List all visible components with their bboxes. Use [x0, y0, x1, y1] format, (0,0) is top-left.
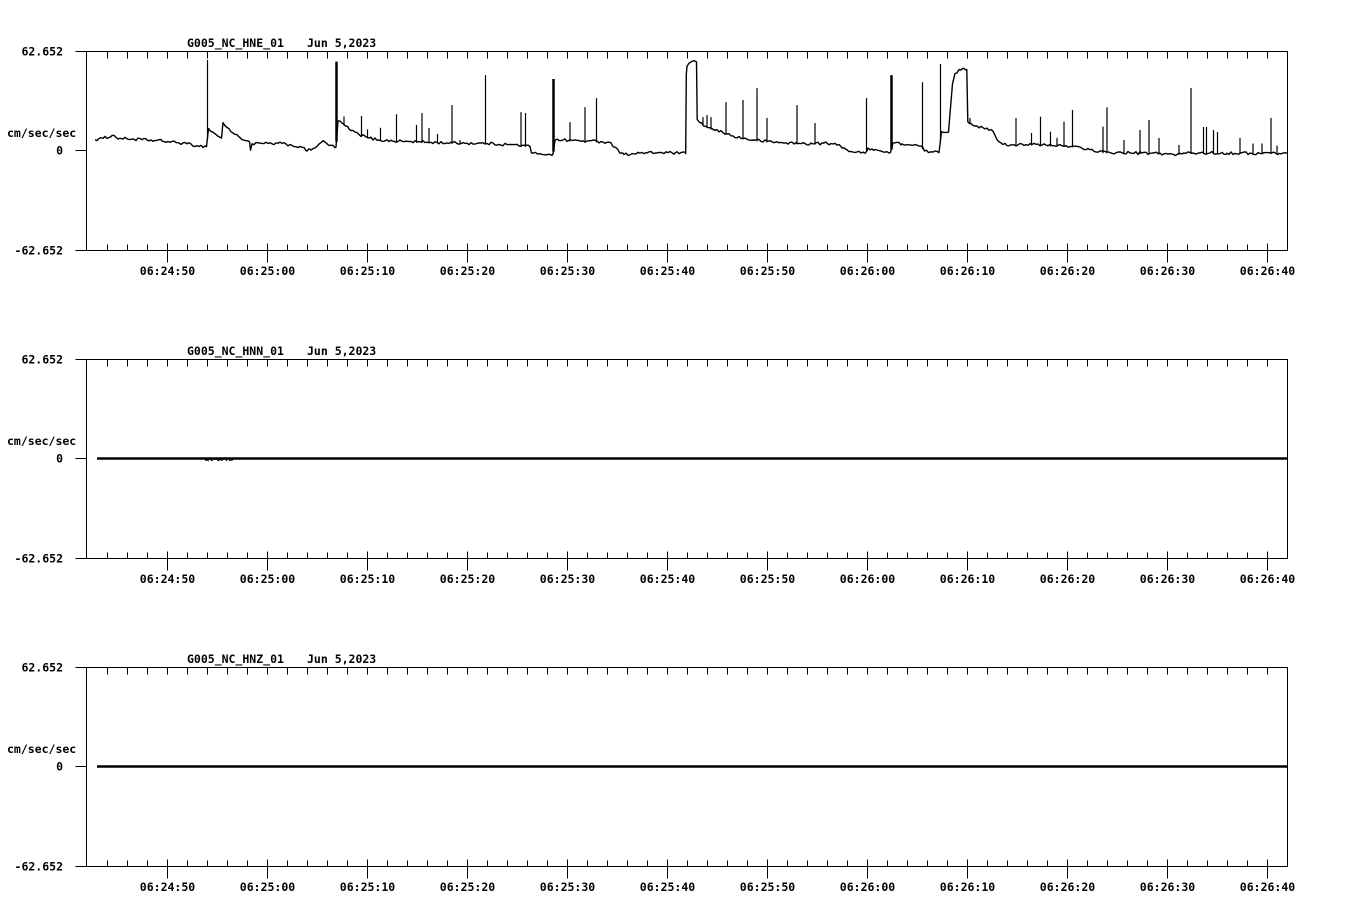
- y-tick-label: -62.652: [14, 859, 63, 874]
- x-tick-label: 06:25:00: [239, 880, 296, 894]
- y-axis-unit-label: cm/sec/sec: [7, 742, 77, 756]
- y-tick-label: 0: [56, 143, 63, 158]
- channel-title: G005_NC_HNZ_01: [187, 652, 284, 666]
- date-label: Jun 5,2023: [307, 344, 377, 358]
- y-tick-label: 62.652: [21, 352, 63, 367]
- x-tick-label: 06:25:40: [639, 264, 696, 278]
- x-tick-label: 06:24:50: [139, 880, 196, 894]
- y-tick-label: -62.652: [14, 551, 63, 566]
- x-tick-label: 06:25:50: [739, 264, 796, 278]
- x-tick-label: 06:26:40: [1239, 572, 1296, 586]
- x-tick-label: 06:26:40: [1239, 880, 1296, 894]
- waveform-panel-hnz: [0, 616, 1358, 924]
- x-tick-label: 06:25:30: [539, 264, 596, 278]
- x-tick-label: 06:26:30: [1139, 572, 1196, 586]
- waveform-trace: [95, 61, 1287, 156]
- x-tick-label: 06:26:20: [1039, 264, 1096, 278]
- x-tick-label: 06:26:10: [939, 880, 996, 894]
- x-tick-label: 06:26:40: [1239, 264, 1296, 278]
- x-tick-label: 06:26:10: [939, 572, 996, 586]
- y-axis-unit-label: cm/sec/sec: [7, 126, 77, 140]
- y-tick-label: 62.652: [21, 44, 63, 59]
- waveform-panel-hne: [0, 0, 1358, 308]
- date-label: Jun 5,2023: [307, 652, 377, 666]
- channel-title: G005_NC_HNE_01: [187, 36, 284, 50]
- y-tick-label: 0: [56, 451, 63, 466]
- x-tick-label: 06:25:10: [339, 264, 396, 278]
- y-tick-label: -62.652: [14, 243, 63, 258]
- x-tick-label: 06:25:10: [339, 572, 396, 586]
- x-tick-label: 06:24:50: [139, 264, 196, 278]
- x-tick-label: 06:26:00: [839, 572, 896, 586]
- waveform-plot-hnz: [0, 616, 1358, 924]
- x-tick-label: 06:25:50: [739, 880, 796, 894]
- x-tick-label: 06:25:40: [639, 572, 696, 586]
- waveform-plot-hne: [0, 0, 1358, 308]
- x-tick-label: 06:25:40: [639, 880, 696, 894]
- date-label: Jun 5,2023: [307, 36, 377, 50]
- x-tick-label: 06:26:20: [1039, 572, 1096, 586]
- x-tick-label: 06:26:00: [839, 880, 896, 894]
- x-tick-label: 06:26:10: [939, 264, 996, 278]
- x-tick-label: 06:26:20: [1039, 880, 1096, 894]
- x-tick-label: 06:25:00: [239, 572, 296, 586]
- x-tick-label: 06:25:30: [539, 572, 596, 586]
- y-tick-label: 0: [56, 759, 63, 774]
- x-tick-label: 06:25:30: [539, 880, 596, 894]
- x-tick-label: 06:26:30: [1139, 264, 1196, 278]
- x-tick-label: 06:26:00: [839, 264, 896, 278]
- waveform-plot-hnn: [0, 308, 1358, 616]
- x-tick-label: 06:26:30: [1139, 880, 1196, 894]
- x-tick-label: 06:25:50: [739, 572, 796, 586]
- waveform-panel-hnn: [0, 308, 1358, 616]
- x-tick-label: 06:25:00: [239, 264, 296, 278]
- x-tick-label: 06:25:20: [439, 572, 496, 586]
- y-axis-unit-label: cm/sec/sec: [7, 434, 77, 448]
- channel-title: G005_NC_HNN_01: [187, 344, 284, 358]
- x-tick-label: 06:25:20: [439, 264, 496, 278]
- x-tick-label: 06:25:10: [339, 880, 396, 894]
- y-tick-label: 62.652: [21, 660, 63, 675]
- x-tick-label: 06:24:50: [139, 572, 196, 586]
- x-tick-label: 06:25:20: [439, 880, 496, 894]
